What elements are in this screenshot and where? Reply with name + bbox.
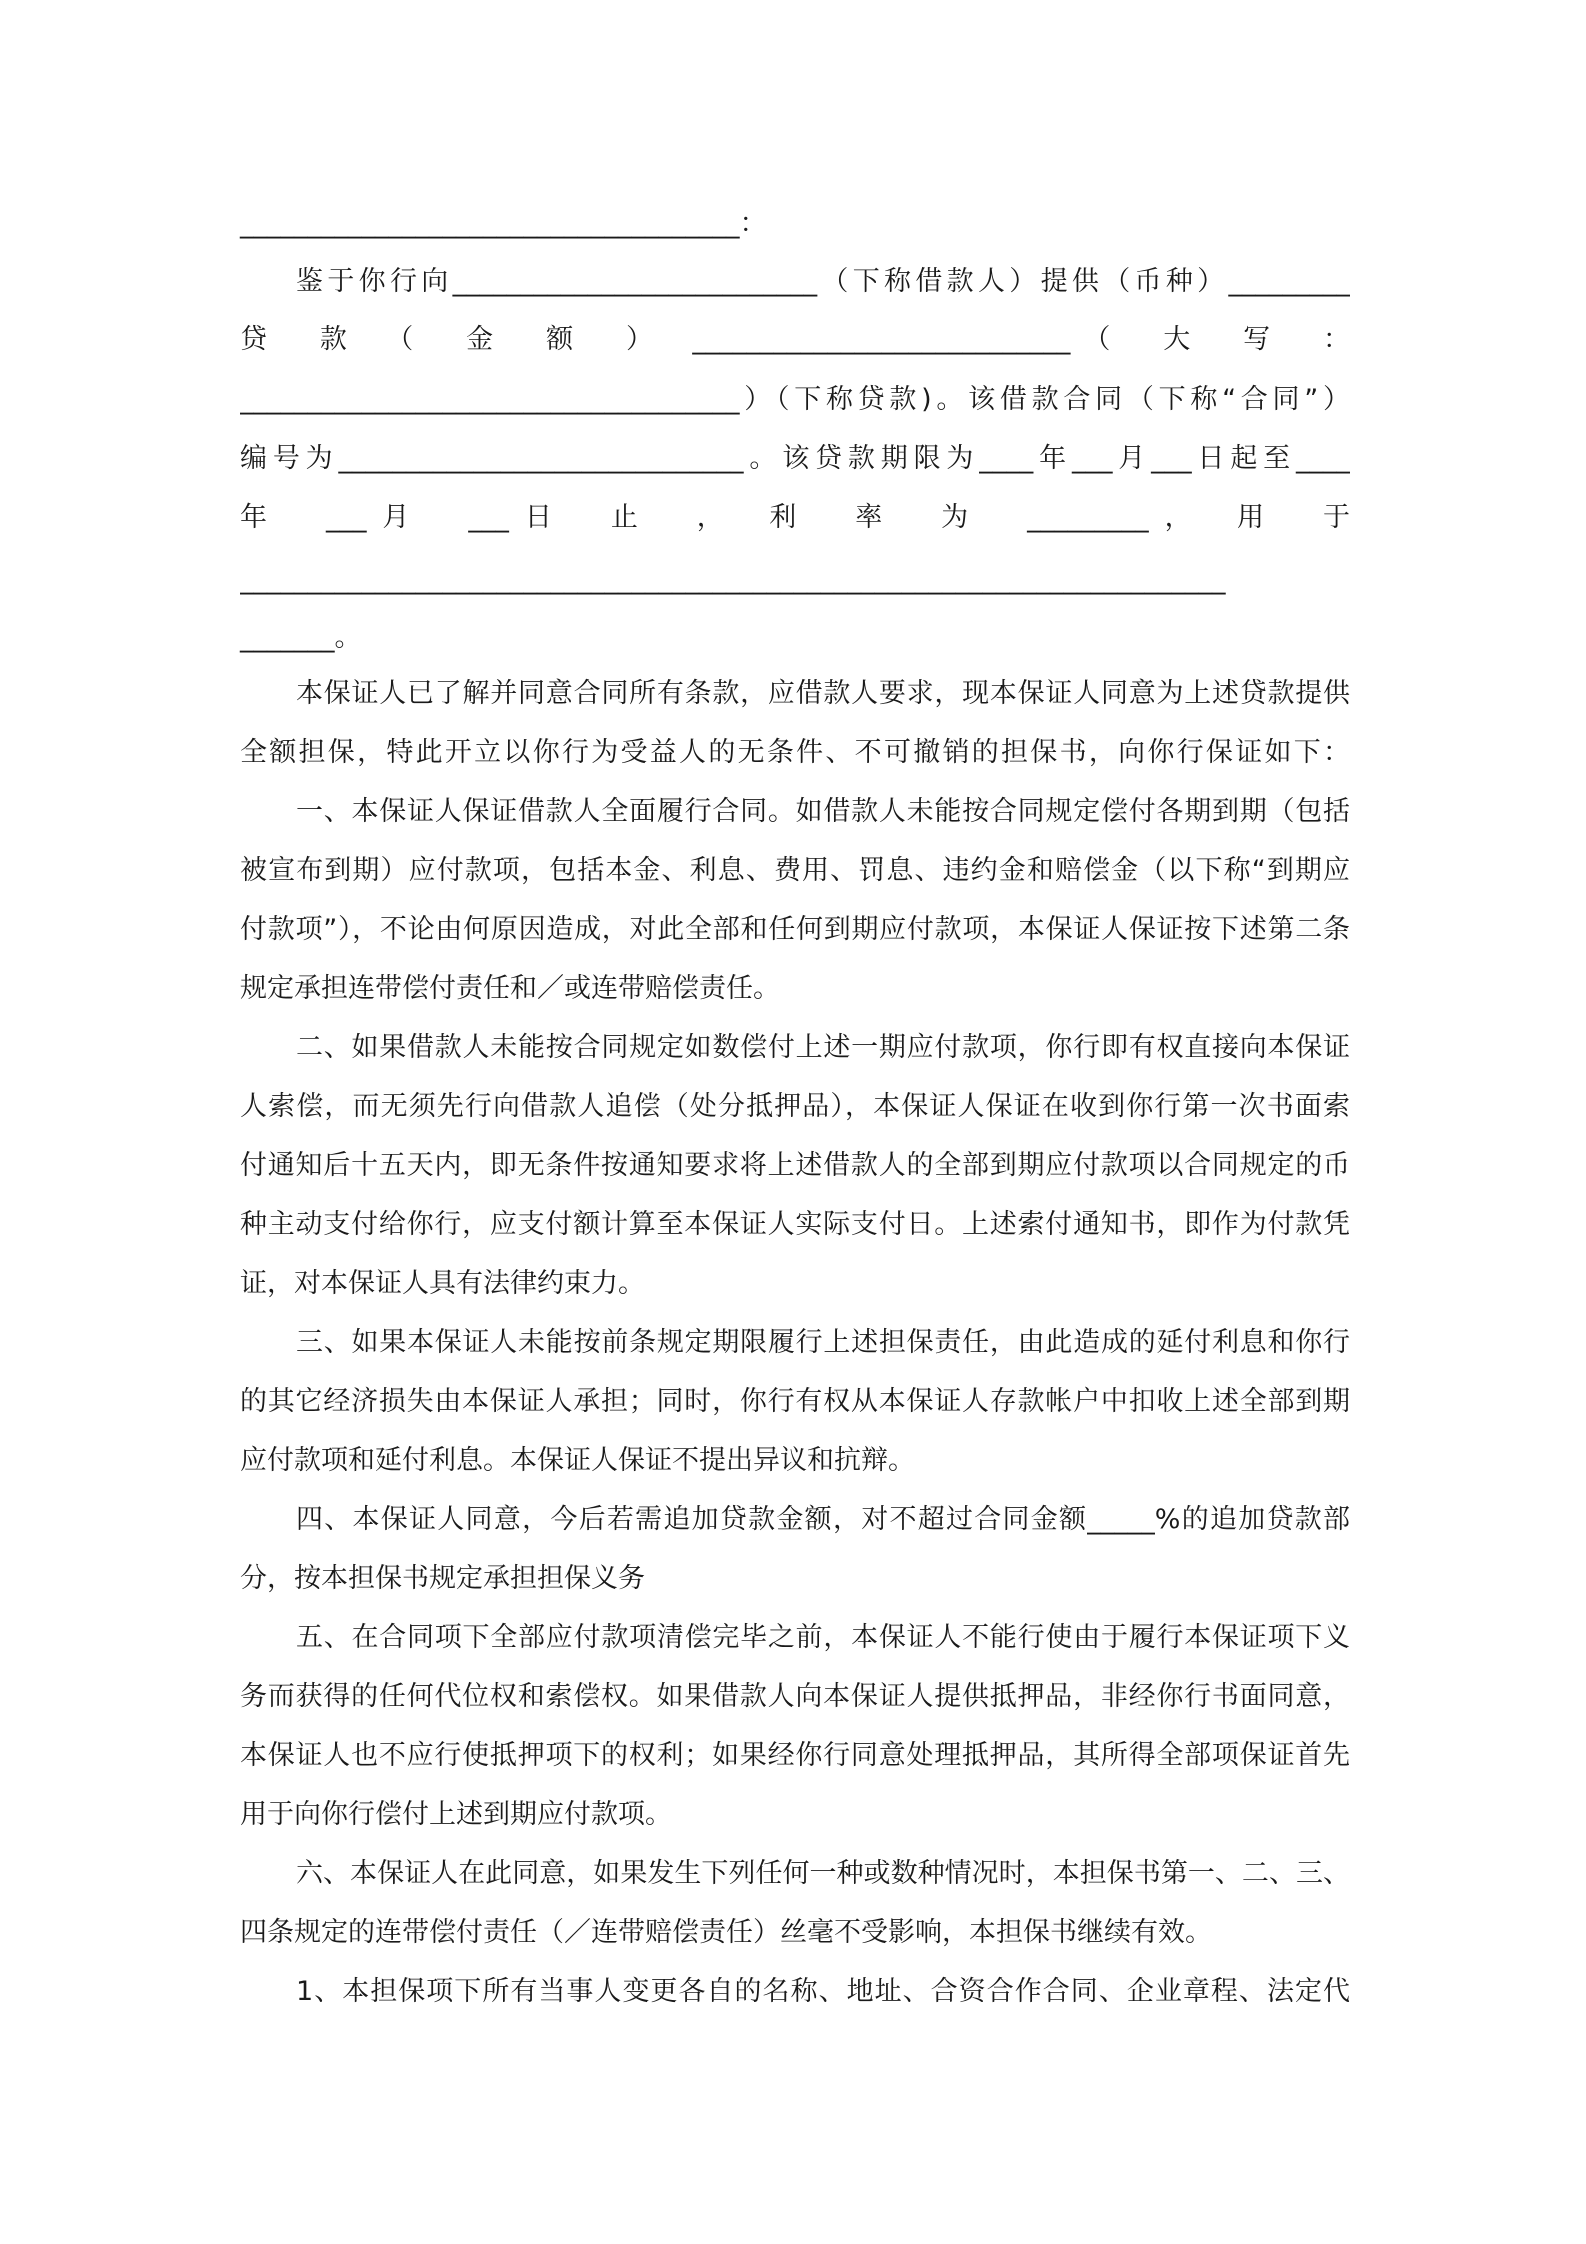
clause-2-line: 证，对本保证人具有法律约束力。 <box>240 1268 645 1299</box>
paragraph-line: 全额担保，特此开立以你行为受益人的无条件、不可撤销的担保书，向你行保证如下： <box>240 737 1350 768</box>
subclause-1-line: 1、本担保项下所有当事人变更各自的名称、地址、合资合作合同、企业章程、法定代 <box>296 1976 1350 2007</box>
clause-2-line: 人索偿，而无须先行向借款人追偿（处分抵押品），本保证人保证在收到你行第一次书面索 <box>240 1091 1350 1122</box>
paragraph-line: 本保证人已了解并同意合同所有条款，应借款人要求，现本保证人同意为上述贷款提供 <box>296 678 1350 709</box>
clause-5-line: 务而获得的任何代位权和索偿权。如果借款人向本保证人提供抵押品，非经你行书面同意， <box>240 1681 1350 1712</box>
clause-2-line: 种主动支付给你行，应支付额计算至本保证人实际支付日。上述索付通知书，即作为付款凭 <box>240 1209 1350 1240</box>
clause-4-line: 分，按本担保书规定承担担保义务 <box>240 1563 645 1594</box>
clause-5-line: 五、在合同项下全部应付款项清偿完毕之前，本保证人不能行使由于履行本保证项下义 <box>296 1622 1350 1653</box>
text-line: 年 ___月 ___日 止 ， 利 率 为 _________， 用 于 <box>240 502 1350 533</box>
addressee-line: _____________________________________： <box>240 208 767 239</box>
clause-1-line: 被宣布到期）应付款项，包括本金、利息、费用、罚息、违约金和赔偿金（以下称“到期应 <box>240 855 1350 886</box>
clause-6-line: 六、本保证人在此同意，如果发生下列任何一种或数种情况时，本担保书第一、二、三、 <box>296 1858 1350 1889</box>
clause-1-line: 付款项”），不论由何原因造成，对此全部和任何到期应付款项，本保证人保证按下述第二条 <box>240 914 1350 945</box>
clause-3-line: 应付款项和延付利息。本保证人保证不提出异议和抗辩。 <box>240 1445 915 1476</box>
text-line: 贷 款 （ 金 额 ） ____________________________（ 大 写 ： <box>240 324 1350 355</box>
clause-1-line: 规定承担连带偿付责任和／或连带赔偿责任。 <box>240 973 780 1004</box>
clause-5-line: 本保证人也不应行使抵押项下的权利；如果经你行同意处理抵押品，其所得全部项保证首先 <box>240 1740 1350 1771</box>
clause-2-line: 二、如果借款人未能按合同规定如数偿付上述一期应付款项，你行即有权直接向本保证 <box>296 1032 1350 1063</box>
text-line: _________________________________________________________________________ <box>240 564 1226 595</box>
clause-3-line: 的其它经济损失由本保证人承担；同时，你行有权从本保证人存款帐户中扣收上述全部到期 <box>240 1386 1350 1417</box>
clause-5-line: 用于向你行偿付上述到期应付款项。 <box>240 1799 672 1830</box>
text-line: 编号为______________________________。该贷款期限为____年___月___日起至____ <box>240 443 1350 474</box>
text-line: _____________________________________）（下称贷款)。该借款合同（下称“合同”） <box>240 384 1350 415</box>
clause-6-line: 四条规定的连带偿付责任（／连带赔偿责任）丝毫不受影响，本担保书继续有效。 <box>240 1917 1212 1948</box>
clause-2-line: 付通知后十五天内，即无条件按通知要求将上述借款人的全部到期应付款项以合同规定的币 <box>240 1150 1350 1181</box>
clause-3-line: 三、如果本保证人未能按前条规定期限履行上述担保责任，由此造成的延付利息和你行 <box>296 1327 1350 1358</box>
text-line: 鉴于你行向___________________________（下称借款人）提供（币种）_________ <box>296 266 1350 297</box>
clause-1-line: 一、本保证人保证借款人全面履行合同。如借款人未能按合同规定偿付各期到期（包括 <box>296 796 1350 827</box>
text-line: _______。 <box>240 622 362 653</box>
clause-4-line: 四、本保证人同意，今后若需追加贷款金额，对不超过合同金额_____%的追加贷款部 <box>296 1504 1350 1535</box>
